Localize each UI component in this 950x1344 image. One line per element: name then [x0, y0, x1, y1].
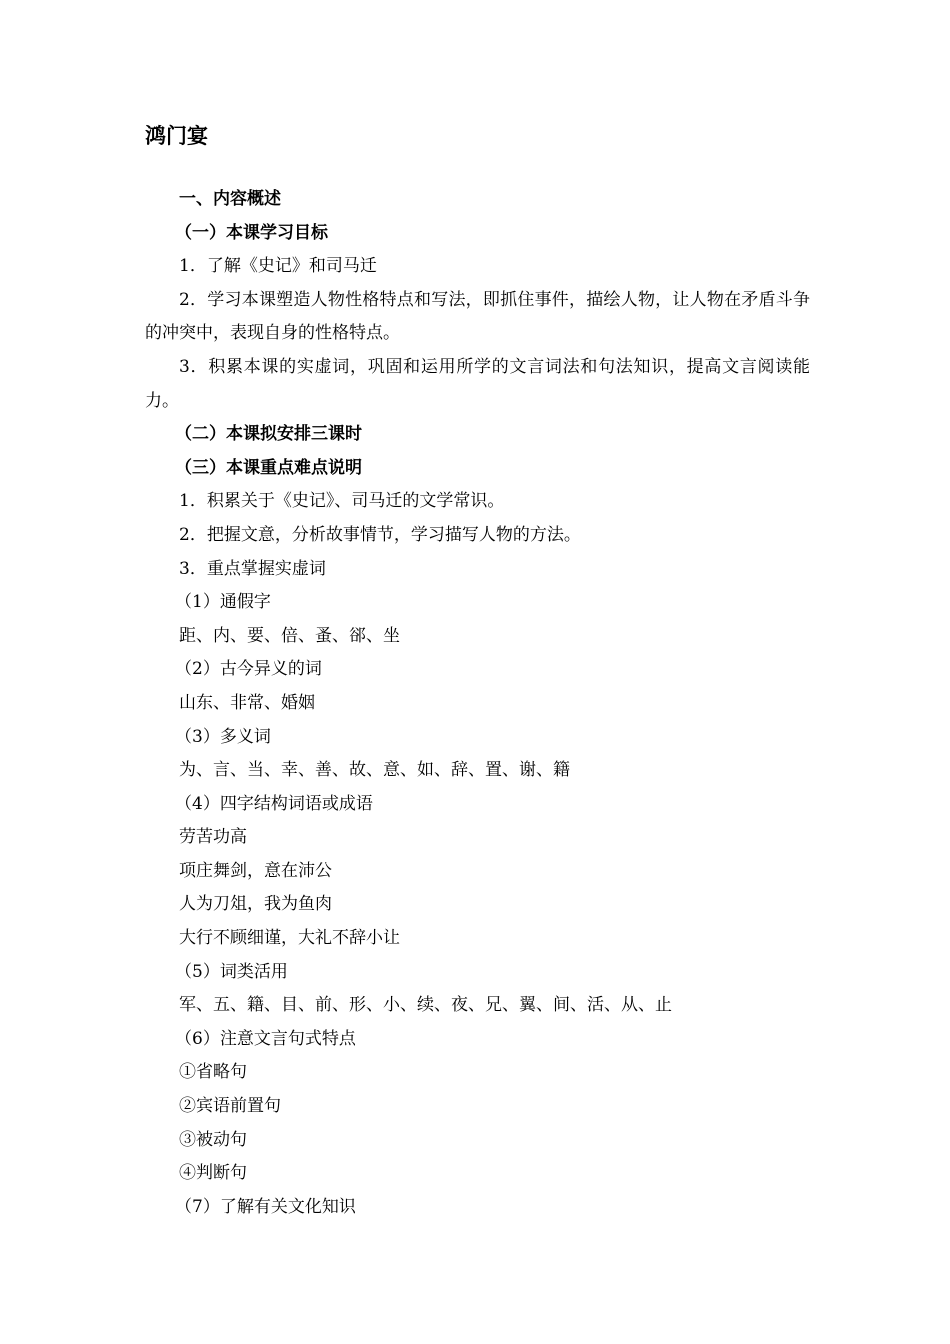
subsection-heading: （三）本课重点难点说明 — [175, 457, 362, 478]
category-content: 大行不顾细谨，大礼不辞小让 — [179, 928, 400, 949]
list-item: 3．积累本课的实虚词，巩固和运用所学的文言词法和句法知识，提高文言阅读能力。 — [145, 356, 810, 411]
category-content: 军、五、籍、目、前、形、小、续、夜、兄、翼、间、活、从、止 — [179, 995, 672, 1016]
category-content: 劳苦功高 — [179, 827, 247, 848]
category-label: （4）四字结构词语或成语 — [175, 793, 373, 814]
category-content: 项庄舞剑，意在沛公 — [179, 860, 332, 881]
category-label: （5）词类活用 — [175, 961, 288, 982]
document-body — [145, 183, 810, 1224]
list-item: 1．积累关于《史记》、司马迁的文学常识。 — [179, 491, 505, 512]
category-label: （2）古今异义的词 — [175, 659, 322, 680]
category-label: （3）多义词 — [175, 726, 271, 747]
list-item: 2．把握文意，分析故事情节，学习描写人物的方法。 — [179, 524, 581, 545]
category-content: 山东、非常、婚姻 — [179, 692, 315, 713]
subsection-heading: （二）本课拟安排三课时 — [175, 424, 362, 445]
category-label: （7）了解有关文化知识 — [175, 1196, 356, 1217]
category-content: ①省略句 — [179, 1062, 247, 1083]
category-content: ③被动句 — [179, 1129, 247, 1150]
category-content: 为、言、当、幸、善、故、意、如、辞、置、谢、籍 — [179, 760, 570, 781]
list-item: 3．重点掌握实虚词 — [179, 558, 326, 579]
category-content: 距、内、要、倍、蚤、郤、坐 — [179, 625, 400, 646]
list-item: 1．了解《史记》和司马迁 — [179, 256, 377, 277]
list-item: 2．学习本课塑造人物性格特点和写法，即抓住事件，描绘人物，让人物在矛盾斗争的冲突中，表现自身的性格特点。 — [145, 289, 810, 344]
section-heading: 一、内容概述 — [179, 189, 281, 209]
document-title: 鸿门宴 — [145, 124, 208, 148]
category-content: ②宾语前置句 — [179, 1096, 281, 1117]
category-label: （1）通假字 — [175, 592, 271, 613]
subsection-heading: （一）本课学习目标 — [175, 222, 328, 243]
category-content: ④判断句 — [179, 1163, 247, 1184]
category-label: （6）注意文言句式特点 — [175, 1028, 356, 1049]
category-content: 人为刀俎，我为鱼肉 — [179, 894, 332, 915]
